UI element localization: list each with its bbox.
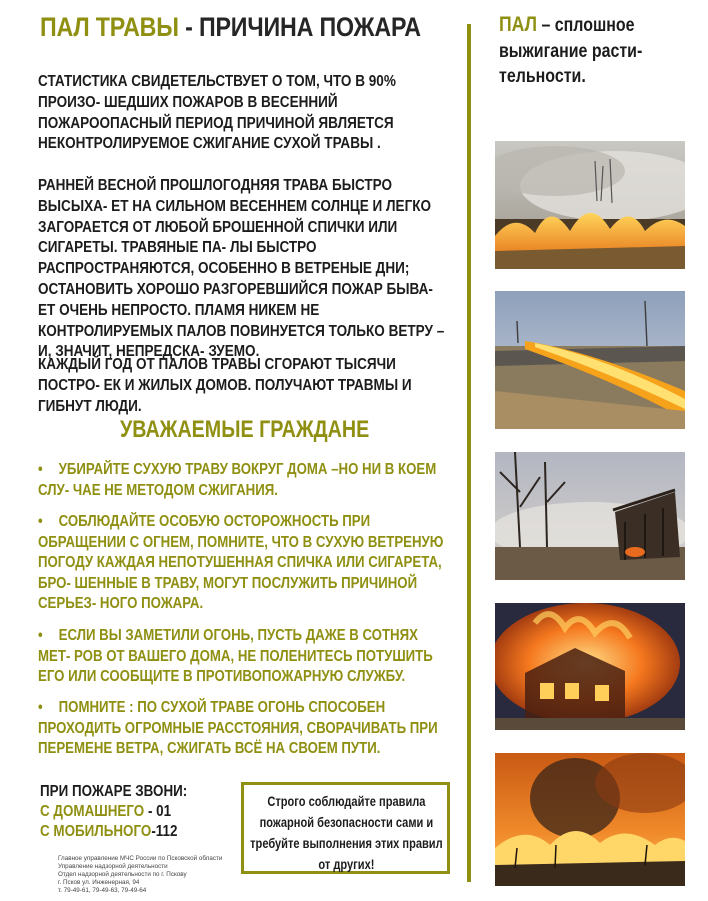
footer-credits	[58, 855, 222, 895]
bullet-marker: •	[38, 627, 43, 644]
list-item	[38, 460, 451, 501]
list-item	[38, 698, 451, 760]
footer-line: Отдел надзорной деятельности по г. Пскову	[58, 871, 187, 878]
footer-line: т. 79-49-61, 79-49-63, 79-49-64	[58, 887, 147, 894]
citizens-heading: УВАЖАЕМЫЕ ГРАЖДАНЕ	[120, 416, 370, 443]
definition	[499, 12, 701, 90]
bullet-marker: •	[38, 513, 43, 530]
photo-house-fire	[495, 603, 685, 730]
page-title	[40, 12, 421, 43]
call-mobile-label: С МОБИЛЬНОГО	[40, 823, 152, 840]
footer-line: Главное управление МЧС России по Псковской области	[58, 855, 223, 862]
list-item	[38, 626, 451, 688]
photo-grass-fire-smoke	[495, 141, 685, 269]
paragraph-spring-grass: РАННЕЙ ВЕСНОЙ ПРОШЛОГОДНЯЯ ТРАВА БЫСТРО ВЫСЫХА- ЕТ НА СИЛЬНОМ ВЕСЕННЕМ СОЛНЦЕ И ЛЕГКО ЗАГОРАЕТСЯ ОТ ЛЮБОЙ БРОШЕННОЙ СПИЧКИ ИЛИ СИГАРЕТЫ. ТРАВЯНЫЕ ПА- ЛЫ БЫСТРО РАСПРОСТРАНЯЮТСЯ, ОСОБЕННО В ВЕТРЕНЫЕ ДНИ; ОСТАНОВИТЬ ХОРОШО РАЗГОРЕВШИЙСЯ ПОЖАР БЫВА- ЕТ ОЧЕНЬ НЕПРОСТО. ПЛАМЯ НИКЕМ НЕ КОНТРОЛИРУЕМЫХ ПАЛОВ ПОВИНУЕТСЯ ТОЛЬКО ВЕТРУ – И, ЗНАЧИТ, НЕПРЕДСКА- ЗУЕМО.	[38, 177, 445, 361]
bullet-marker: •	[38, 699, 43, 716]
title-part2: - ПРИЧИНА ПОЖАРА	[178, 12, 421, 42]
bullet-marker: •	[38, 461, 43, 478]
definition-term: ПАЛ	[499, 13, 538, 36]
photo-smoky-fire	[495, 753, 685, 886]
photo-burnt-structure	[495, 452, 685, 580]
bullet-text: ЕСЛИ ВЫ ЗАМЕТИЛИ ОГОНЬ, ПУСТЬ ДАЖЕ В СОТНЯХ МЕТ- РОВ ОТ ВАШЕГО ДОМА, НЕ ПОЛЕНИТЕСЬ ПОТУШИТЬ ЕГО ИЛИ СООБЩИТЕ В ПРОТИВОПОЖАРНУЮ СЛУЖБУ.	[38, 627, 433, 686]
call-mobile-number: -112	[151, 823, 178, 840]
call-heading: ПРИ ПОЖАРЕ ЗВОНИ:	[40, 783, 188, 800]
footer-line: г. Псков ул. Инженерная, 94	[58, 879, 140, 886]
bullet-text: СОБЛЮДАЙТЕ ОСОБУЮ ОСТОРОЖНОСТЬ ПРИ ОБРАЩЕНИИ С ОГНЕМ, ПОМНИТЕ, ЧТО В СУХУЮ ВЕТРЕНУЮ ПОГОДУ КАЖДАЯ НЕПОТУШЕННАЯ СПИЧКА ИЛИ СИГАРЕТА, БРО- ШЕННЫЕ В ТРАВУ, МОГУТ ПОСЛУЖИТЬ ПРИЧИНОЙ СЕРЬЕЗ- НОГО ПОЖАРА.	[38, 513, 444, 613]
footer-line: Управление надзорной деятельности	[58, 863, 168, 870]
emergency-call-block	[40, 782, 187, 842]
call-home-number: - 01	[144, 803, 172, 820]
notice-text: Строго соблюдайте правила пожарной безопасности сами и требуйте выполнения этих правил от других!	[250, 794, 443, 872]
paragraph-statistics: СТАТИСТИКА СВИДЕТЕЛЬСТВУЕТ О ТОМ, ЧТО В 90% ПРОИЗО- ШЕДШИХ ПОЖАРОВ В ВЕСЕННИЙ ПОЖАРООПАСНЫЙ ПЕРИОД ПРИЧИНОЙ ЯВЛЯЕТСЯ НЕКОНТРОЛИРУЕМОЕ СЖИГАНИЕ СУХОЙ ТРАВЫ .	[38, 73, 396, 153]
notice-box	[241, 782, 450, 874]
bullet-text: УБИРАЙТЕ СУХУЮ ТРАВУ ВОКРУГ ДОМА –НО НИ В КОЕМ СЛУ- ЧАЕ НЕ МЕТОДОМ СЖИГАНИЯ.	[38, 461, 437, 499]
paragraph-losses: КАЖДЫЙ ГОД ОТ ПАЛОВ ТРАВЫ СГОРАЮТ ТЫСЯЧИ ПОСТРО- ЕК И ЖИЛЫХ ДОМОВ. ПОЛУЧАЮТ ТРАВМЫ И ГИБНУТ ЛЮДИ.	[38, 356, 412, 415]
bullet-text: ПОМНИТЕ : ПО СУХОЙ ТРАВЕ ОГОНЬ СПОСОБЕН ПРОХОДИТЬ ОГРОМНЫЕ РАССТОЯНИЯ, СВОРАЧИВАТЬ ПРИ ПЕРЕМЕНЕ ВЕТРА, СЖИГАТЬ ВСЁ НА СВОЕМ ПУТИ.	[38, 699, 438, 758]
list-item	[38, 512, 451, 615]
title-part1: ПАЛ ТРАВЫ	[40, 12, 179, 42]
call-home-label: С ДОМАШНЕГО	[40, 803, 145, 820]
column-divider	[467, 24, 471, 882]
photo-field-fire-line	[495, 291, 685, 429]
definition-text: – сплошное выжигание расти- тельности.	[499, 15, 643, 87]
